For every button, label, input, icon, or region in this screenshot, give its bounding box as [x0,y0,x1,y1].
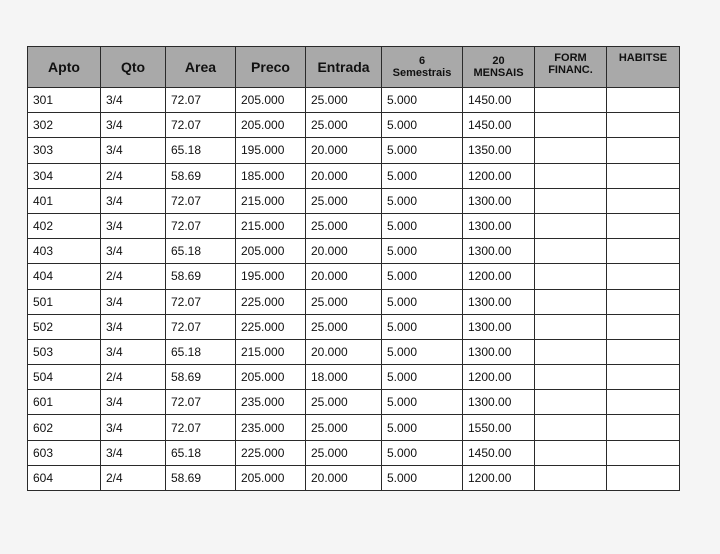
cell-form-financ [535,365,607,390]
header-entrada: Entrada [306,47,382,88]
table-row [28,415,680,440]
cell-mensais: 1300.00 [463,289,535,314]
cell-entrada: 25.000 [306,113,382,138]
cell-preco: 235.000 [236,415,306,440]
table-row [28,465,680,490]
table-row [28,163,680,188]
header-qto: Qto [101,47,166,88]
cell-qto: 3/4 [101,188,166,213]
cell-semestrais: 5.000 [382,289,463,314]
cell-apto: 402 [28,213,101,238]
header-apto: Apto [28,47,101,88]
cell-apto: 302 [28,113,101,138]
cell-apto: 403 [28,239,101,264]
cell-semestrais: 5.000 [382,314,463,339]
cell-qto: 3/4 [101,239,166,264]
header-mensais-label: MENSAIS [473,67,524,79]
cell-apto: 501 [28,289,101,314]
cell-habitse [607,465,680,490]
header-area: Area [166,47,236,88]
cell-preco: 205.000 [236,239,306,264]
cell-qto: 2/4 [101,163,166,188]
cell-semestrais: 5.000 [382,390,463,415]
cell-preco: 205.000 [236,88,306,113]
header-semestrais-label: Semestrais [392,67,452,79]
cell-mensais: 1450.00 [463,113,535,138]
cell-form-financ [535,138,607,163]
cell-apto: 401 [28,188,101,213]
cell-apto: 604 [28,465,101,490]
cell-entrada: 20.000 [306,239,382,264]
header-preco: Preco [236,47,306,88]
cell-qto: 3/4 [101,390,166,415]
cell-preco: 185.000 [236,163,306,188]
cell-qto: 3/4 [101,138,166,163]
cell-qto: 2/4 [101,365,166,390]
cell-apto: 303 [28,138,101,163]
cell-habitse [607,239,680,264]
cell-semestrais: 5.000 [382,365,463,390]
cell-preco: 225.000 [236,440,306,465]
cell-area: 58.69 [166,163,236,188]
cell-mensais: 1300.00 [463,213,535,238]
cell-habitse [607,365,680,390]
header-form-line1: FORM [554,52,587,64]
cell-habitse [607,88,680,113]
cell-habitse [607,415,680,440]
cell-habitse [607,339,680,364]
header-row [28,47,680,88]
cell-apto: 602 [28,415,101,440]
table-row [28,289,680,314]
cell-form-financ [535,113,607,138]
cell-habitse [607,113,680,138]
table-row [28,188,680,213]
cell-apto: 502 [28,314,101,339]
cell-qto: 3/4 [101,289,166,314]
cell-semestrais: 5.000 [382,88,463,113]
table-row [28,339,680,364]
table-row [28,113,680,138]
header-mensais-count: 20 [492,55,505,67]
cell-mensais: 1300.00 [463,339,535,364]
cell-semestrais: 5.000 [382,188,463,213]
header-semestrais [382,47,463,88]
cell-mensais: 1450.00 [463,440,535,465]
cell-semestrais: 5.000 [382,440,463,465]
cell-area: 72.07 [166,289,236,314]
cell-form-financ [535,163,607,188]
table-row [28,440,680,465]
cell-mensais: 1300.00 [463,314,535,339]
cell-area: 72.07 [166,390,236,415]
cell-entrada: 18.000 [306,365,382,390]
cell-qto: 3/4 [101,88,166,113]
cell-preco: 225.000 [236,289,306,314]
cell-apto: 404 [28,264,101,289]
cell-preco: 205.000 [236,113,306,138]
cell-entrada: 25.000 [306,314,382,339]
cell-preco: 215.000 [236,188,306,213]
table-row [28,314,680,339]
table-row [28,213,680,238]
cell-mensais: 1200.00 [463,163,535,188]
cell-qto: 2/4 [101,264,166,289]
cell-form-financ [535,440,607,465]
cell-form-financ [535,339,607,364]
cell-apto: 601 [28,390,101,415]
cell-mensais: 1550.00 [463,415,535,440]
cell-semestrais: 5.000 [382,213,463,238]
cell-entrada: 20.000 [306,339,382,364]
cell-mensais: 1300.00 [463,390,535,415]
cell-area: 58.69 [166,465,236,490]
cell-entrada: 25.000 [306,390,382,415]
table-row [28,365,680,390]
cell-semestrais: 5.000 [382,239,463,264]
table-row [28,138,680,163]
cell-habitse [607,188,680,213]
cell-area: 65.18 [166,339,236,364]
cell-entrada: 25.000 [306,213,382,238]
cell-area: 72.07 [166,314,236,339]
cell-habitse [607,213,680,238]
cell-form-financ [535,188,607,213]
cell-entrada: 20.000 [306,163,382,188]
cell-form-financ [535,88,607,113]
cell-form-financ [535,289,607,314]
cell-entrada: 20.000 [306,465,382,490]
cell-form-financ [535,213,607,238]
cell-semestrais: 5.000 [382,113,463,138]
table-row [28,239,680,264]
cell-area: 72.07 [166,113,236,138]
cell-area: 65.18 [166,239,236,264]
cell-preco: 195.000 [236,138,306,163]
cell-preco: 215.000 [236,339,306,364]
cell-form-financ [535,239,607,264]
cell-area: 72.07 [166,213,236,238]
cell-habitse [607,264,680,289]
cell-habitse [607,289,680,314]
cell-form-financ [535,264,607,289]
cell-semestrais: 5.000 [382,264,463,289]
cell-form-financ [535,415,607,440]
cell-area: 65.18 [166,440,236,465]
cell-mensais: 1300.00 [463,188,535,213]
cell-entrada: 25.000 [306,188,382,213]
cell-qto: 3/4 [101,113,166,138]
cell-semestrais: 5.000 [382,163,463,188]
cell-entrada: 25.000 [306,88,382,113]
cell-area: 58.69 [166,264,236,289]
cell-habitse [607,390,680,415]
cell-area: 65.18 [166,138,236,163]
header-semestrais-count: 6 [418,55,426,67]
cell-apto: 304 [28,163,101,188]
cell-apto: 301 [28,88,101,113]
cell-habitse [607,314,680,339]
header-habitse: HABITSE [607,47,680,88]
table-row [28,264,680,289]
cell-form-financ [535,390,607,415]
cell-qto: 3/4 [101,440,166,465]
cell-habitse [607,163,680,188]
cell-preco: 225.000 [236,314,306,339]
cell-preco: 195.000 [236,264,306,289]
cell-preco: 205.000 [236,465,306,490]
header-form-line2: FINANC. [548,64,593,76]
cell-apto: 603 [28,440,101,465]
cell-entrada: 20.000 [306,264,382,289]
cell-semestrais: 5.000 [382,138,463,163]
cell-mensais: 1200.00 [463,365,535,390]
cell-mensais: 1200.00 [463,264,535,289]
cell-semestrais: 5.000 [382,339,463,364]
cell-mensais: 1350.00 [463,138,535,163]
cell-apto: 503 [28,339,101,364]
cell-form-financ [535,465,607,490]
cell-mensais: 1200.00 [463,465,535,490]
cell-form-financ [535,314,607,339]
cell-area: 72.07 [166,415,236,440]
cell-qto: 3/4 [101,415,166,440]
header-mensais [463,47,535,88]
table-row [28,88,680,113]
cell-preco: 235.000 [236,390,306,415]
cell-preco: 215.000 [236,213,306,238]
cell-entrada: 25.000 [306,440,382,465]
cell-semestrais: 5.000 [382,415,463,440]
cell-habitse [607,440,680,465]
cell-qto: 3/4 [101,339,166,364]
cell-qto: 2/4 [101,465,166,490]
cell-qto: 3/4 [101,213,166,238]
cell-qto: 3/4 [101,314,166,339]
cell-entrada: 25.000 [306,289,382,314]
cell-preco: 205.000 [236,365,306,390]
cell-area: 72.07 [166,188,236,213]
table-row [28,390,680,415]
cell-mensais: 1300.00 [463,239,535,264]
cell-mensais: 1450.00 [463,88,535,113]
header-form-financ [535,47,607,88]
price-table [27,46,680,491]
cell-semestrais: 5.000 [382,465,463,490]
cell-habitse [607,138,680,163]
cell-area: 72.07 [166,88,236,113]
cell-area: 58.69 [166,365,236,390]
cell-apto: 504 [28,365,101,390]
table-body [28,88,680,491]
cell-entrada: 25.000 [306,415,382,440]
cell-entrada: 20.000 [306,138,382,163]
